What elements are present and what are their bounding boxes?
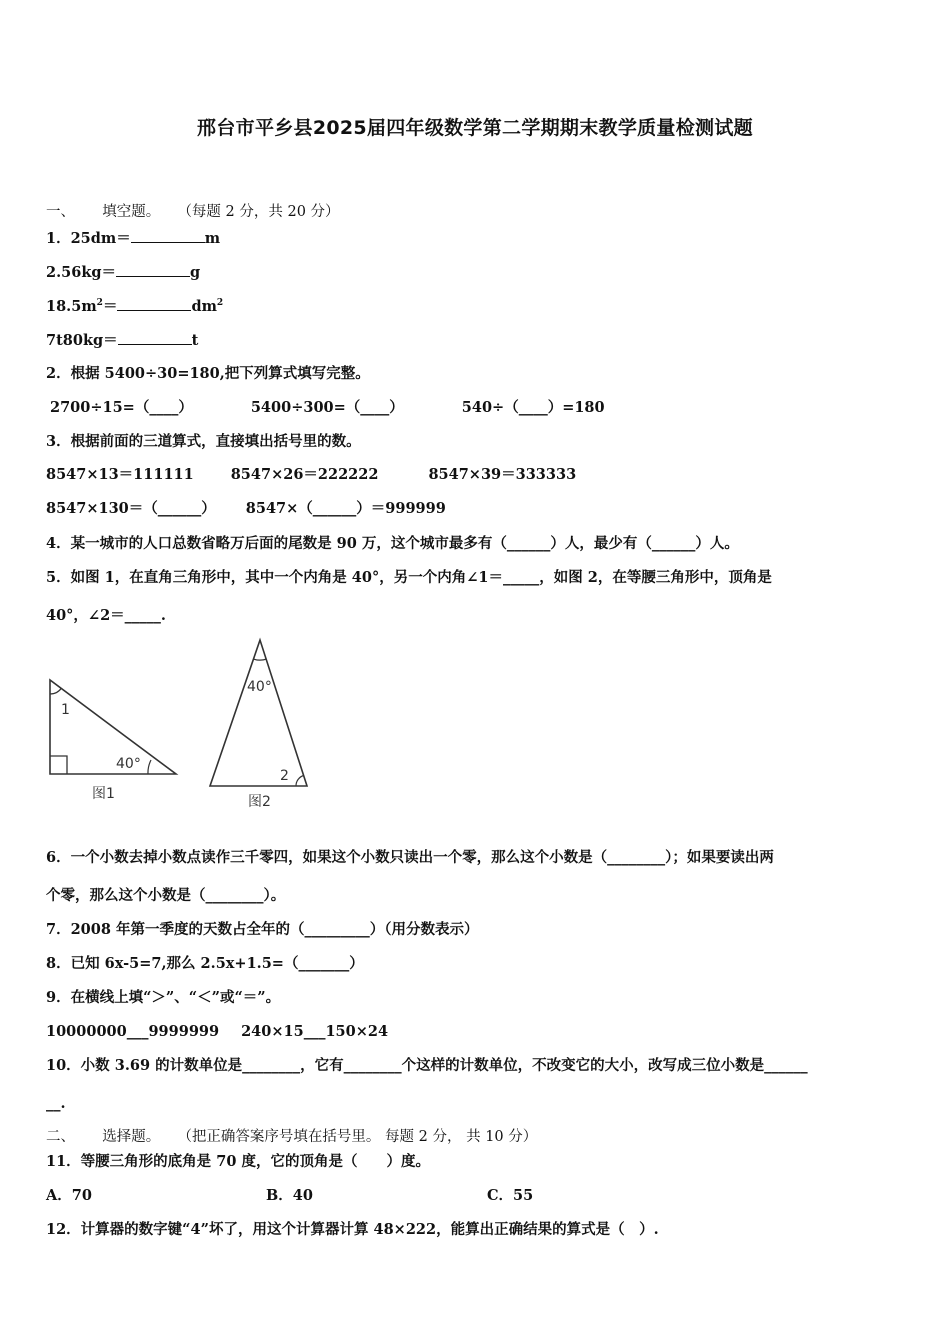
- q1a-unit: m: [204, 230, 221, 247]
- question-number: 1．: [46, 230, 71, 247]
- q1d-left: 7t80kg＝: [46, 332, 118, 349]
- question-10-line-1: 10．小数 3.69 的计数单位是________，它有________个这样的计数单位，不改变它的大小，改写成三位小数是______: [46, 1057, 808, 1074]
- q1c-unit: dm: [191, 298, 217, 315]
- option-a[interactable]: A．70: [46, 1187, 92, 1204]
- angle-2-arc: [296, 776, 304, 787]
- right-angle-marker: [50, 756, 67, 774]
- angle-1-arc: [50, 688, 62, 694]
- question-1d: [46, 330, 198, 351]
- question-12: 12．计算器的数字键“4”坏了，用这个计算器计算 48×222，能算出正确结果的算式是（ ）.: [46, 1221, 659, 1238]
- q9-comparison-2: 240×15___150×24: [241, 1023, 389, 1040]
- answer-blank[interactable]: [131, 228, 205, 243]
- equals-sign: ＝: [102, 298, 118, 315]
- question-2-expressions: [50, 398, 605, 418]
- option-b[interactable]: B．40: [266, 1187, 313, 1204]
- angle-1-label: 1: [61, 702, 70, 718]
- q2-expression-3: 540÷（____）=180: [461, 399, 605, 416]
- superscript: 2: [96, 298, 103, 308]
- figure-1-right-triangle: [50, 680, 176, 802]
- page-title: 邢台市平乡县2025届四年级数学第二学期期末教学质量检测试题: [197, 117, 753, 139]
- question-5-line-1: 5．如图 1，在直角三角形中，其中一个内角是 40°，另一个内角∠1＝_____，如图 2，在等腰三角形中，顶角是: [46, 569, 772, 586]
- section-2-header: [46, 1127, 537, 1147]
- q1b-unit: g: [190, 264, 201, 281]
- q3-formula-1: 8547×13＝111111: [46, 466, 194, 483]
- question-3: 3．根据前面的三道算式，直接填出括号里的数。: [46, 433, 361, 450]
- question-4: 4．某一城市的人口总数省略万后面的尾数是 90 万，这个城市最多有（______）人，最少有（______）人。: [46, 535, 739, 552]
- triangle-diagram: [40, 636, 330, 816]
- question-10-line-2: __.: [46, 1095, 66, 1112]
- question-1a: [46, 228, 220, 249]
- section-2-title: 选择题。: [102, 1129, 161, 1145]
- figure-1-caption: 图1: [92, 786, 115, 802]
- figure-2-caption: 图2: [248, 794, 271, 810]
- section-2-label: 二、: [46, 1129, 75, 1145]
- q2-expression-1: 2700÷15=（____）: [50, 399, 193, 416]
- q1a-left: 25dm＝: [70, 230, 131, 247]
- q1d-unit: t: [191, 332, 199, 349]
- question-9: 9．在横线上填“＞”、“＜”或“＝”。: [46, 989, 281, 1006]
- question-7: 7．2008 年第一季度的天数占全年的（_________）（用分数表示）: [46, 921, 479, 938]
- q9-comparison-1: 10000000___9999999: [46, 1023, 220, 1040]
- triangle-figures: [40, 636, 330, 820]
- apex-angle-arc: [253, 659, 266, 660]
- question-6-line-2: 个零，那么这个小数是（________）。: [46, 887, 286, 904]
- angle-40-arc: [148, 760, 151, 774]
- question-6-line-1: 6．一个小数去掉小数点读作三千零四，如果这个小数只读出一个零，那么这个小数是（________）；如果要读出两: [46, 849, 774, 866]
- question-5-line-2: 40°，∠2＝_____.: [46, 607, 166, 624]
- section-1-label: 一、: [46, 204, 75, 220]
- angle-40-label: 40°: [116, 756, 141, 772]
- q1c-left: 18.5m: [46, 298, 97, 315]
- section-1-note: （每题 2 分，共 20 分）: [177, 204, 340, 220]
- question-3-row-1: [46, 465, 576, 485]
- question-3-row-2: [46, 499, 446, 519]
- question-8: 8．已知 6x-5=7,那么 2.5x+1.5=（_______）: [46, 955, 364, 972]
- q2-expression-2: 5400÷300=（____）: [250, 399, 404, 416]
- question-9-comparisons: [46, 1022, 388, 1042]
- answer-blank[interactable]: [116, 262, 190, 277]
- section-2-note: （把正确答案序号填在括号里。 每题 2 分， 共 10 分）: [177, 1129, 538, 1145]
- angle-2-label: 2: [280, 768, 289, 784]
- question-1b: [46, 262, 200, 283]
- apex-angle-label: 40°: [247, 679, 272, 695]
- q3-formula-4: 8547×130＝（______）: [46, 500, 216, 517]
- isosceles-triangle-shape: [210, 640, 307, 786]
- section-1-title: 填空题。: [102, 204, 161, 220]
- figure-2-isosceles-triangle: [210, 640, 307, 810]
- answer-blank[interactable]: [117, 296, 191, 311]
- question-1c: [46, 296, 223, 317]
- q3-formula-5: 8547×（______）＝999999: [245, 500, 446, 517]
- question-11: 11．等腰三角形的底角是 70 度，它的顶角是（ ）度。: [46, 1153, 430, 1170]
- section-1-header: [46, 202, 340, 222]
- question-11-options: [46, 1186, 533, 1206]
- option-c[interactable]: C．55: [487, 1187, 534, 1204]
- q3-formula-3: 8547×39＝333333: [428, 466, 577, 483]
- answer-blank[interactable]: [118, 330, 192, 345]
- q3-formula-2: 8547×26＝222222: [230, 466, 379, 483]
- superscript: 2: [216, 298, 224, 308]
- question-2: 2．根据 5400÷30=180,把下列算式填写完整。: [46, 365, 370, 382]
- right-triangle-shape: [50, 680, 176, 774]
- q1b-left: 2.56kg＝: [46, 264, 117, 281]
